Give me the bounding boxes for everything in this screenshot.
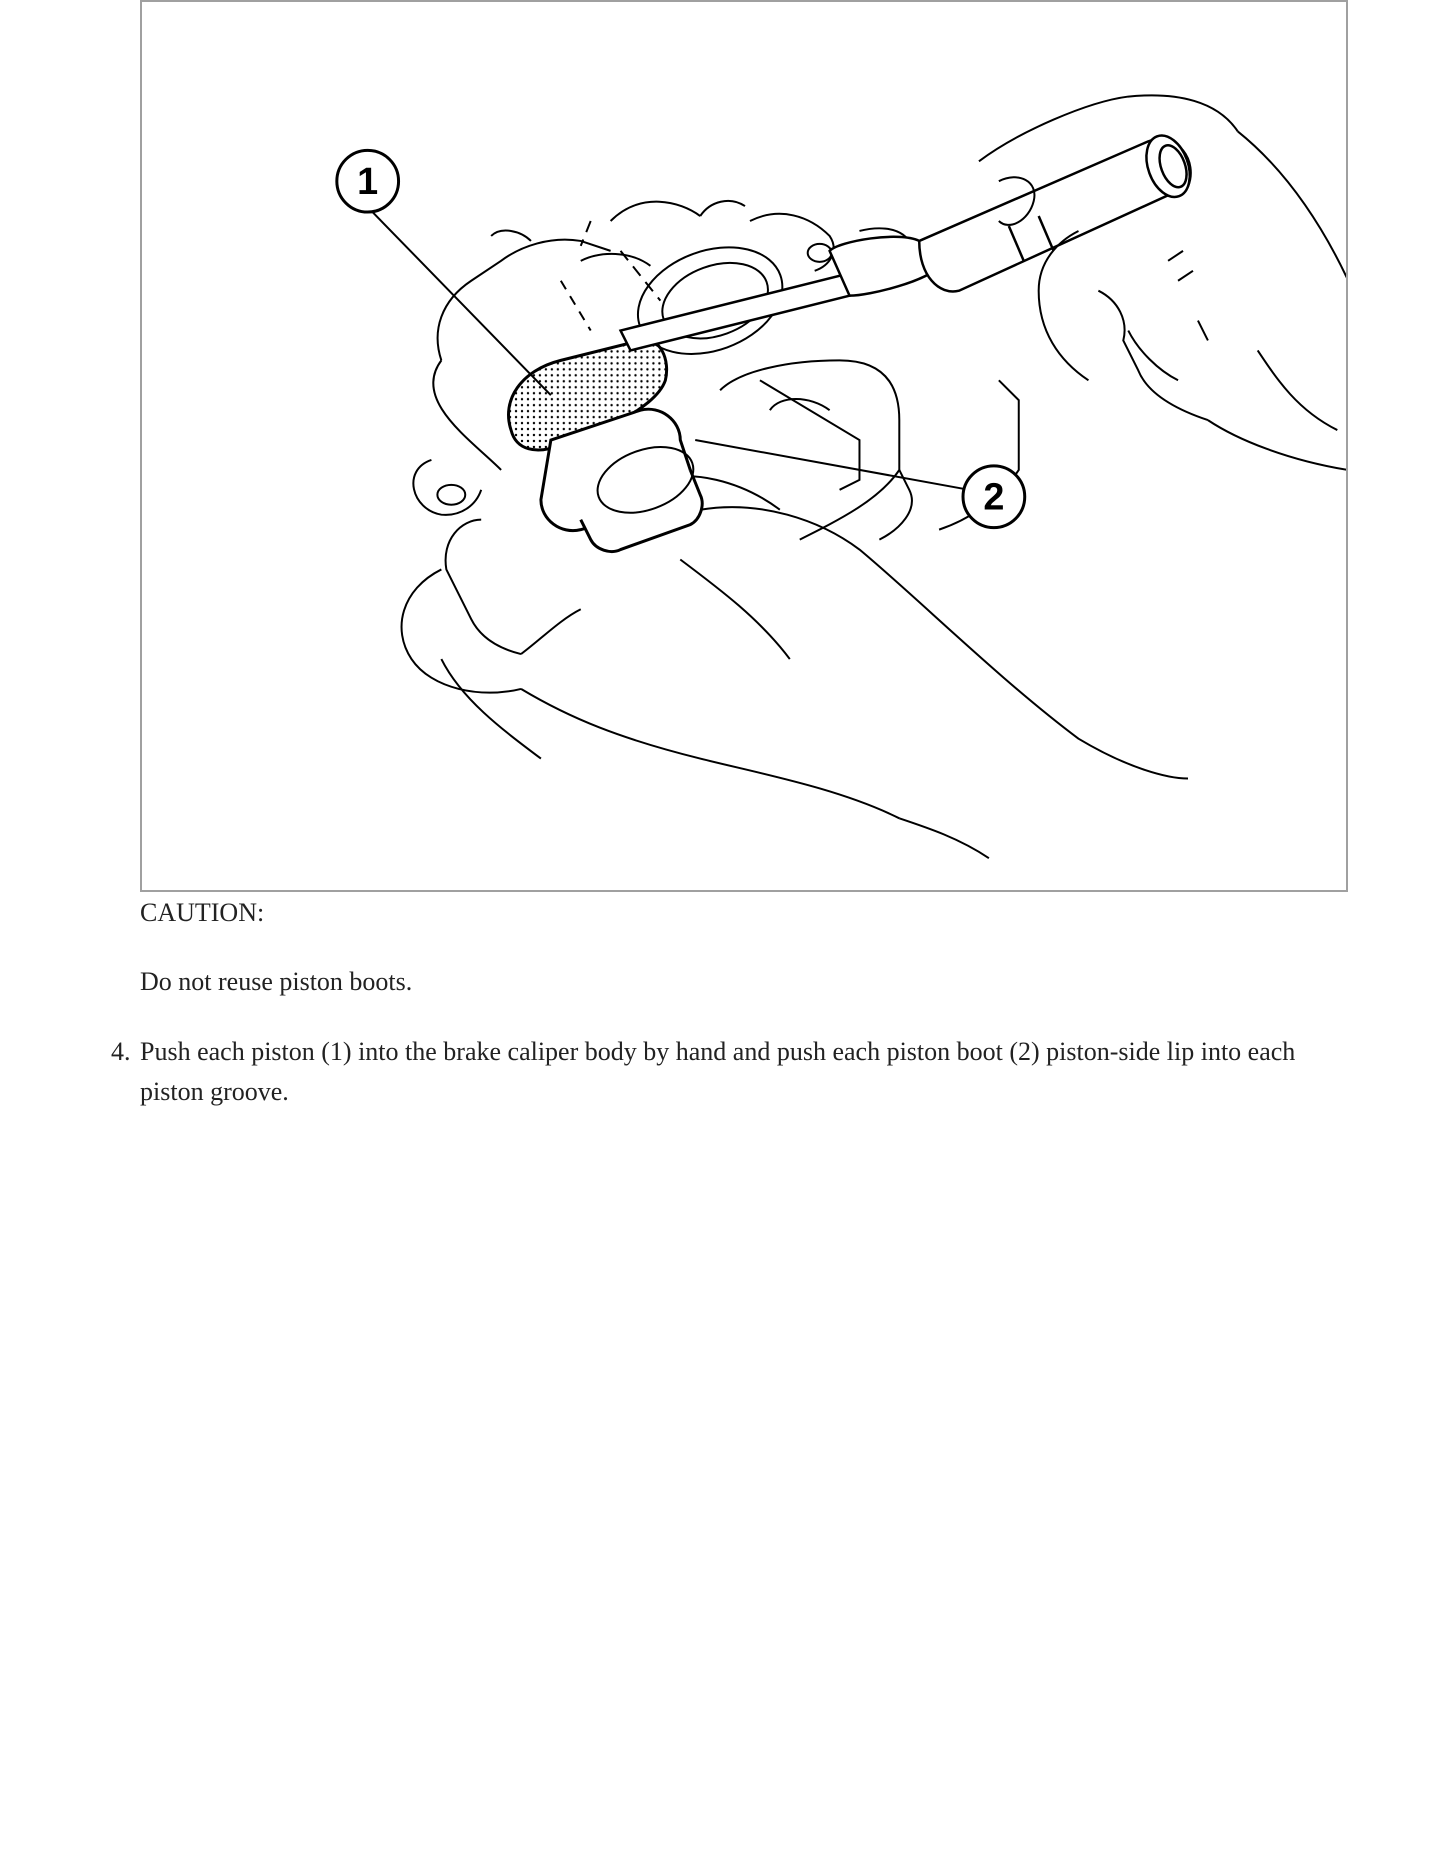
tool (621, 130, 1198, 351)
callout-2 (963, 466, 1025, 528)
callout-1-label: 1 (357, 161, 379, 204)
caution-text: Do not reuse piston boots. (140, 967, 413, 996)
brake-caliper-illustration (142, 2, 1346, 890)
lower-hand (402, 507, 1188, 858)
step-number: 4. (111, 1037, 131, 1066)
callout-2-label: 2 (983, 476, 1005, 519)
callout-1 (337, 150, 399, 212)
step-text: Push each piston (1) into the brake caliper body by hand and push each piston boot (2) piston-side lip into each piston groove. (140, 1037, 1296, 1106)
illustration-frame (140, 0, 1348, 892)
caution-label: CAUTION: (140, 898, 265, 927)
